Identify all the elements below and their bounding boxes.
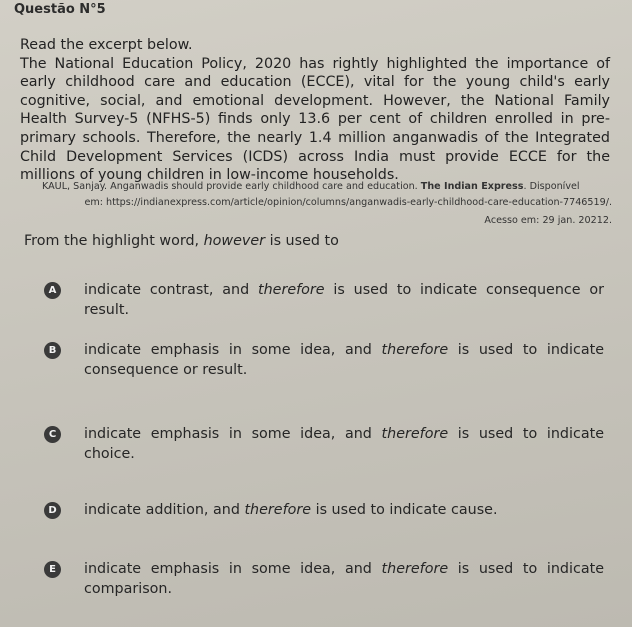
option-d-after: is used to indicate cause. <box>311 502 498 518</box>
citation-author-title: KAUL, Sanjay. Anganwadis should provide early childhood care and education. <box>42 181 421 192</box>
option-d-before: indicate addition, and <box>84 502 245 518</box>
citation-access-date: Acesso em: 29 jan. 20212. <box>484 215 612 226</box>
option-b-before: indicate emphasis in some idea, and <box>84 342 382 358</box>
citation-source: The Indian Express <box>420 181 524 192</box>
option-b-after: is used to indicate consequence or result. <box>84 342 605 378</box>
question-prefix: From the highlight word, <box>24 233 204 249</box>
option-e[interactable] <box>44 559 604 599</box>
option-c-after: is used to indicate choice. <box>84 426 605 462</box>
question-number: Questão N°5 <box>14 2 106 17</box>
option-e-before: indicate emphasis in some idea, and <box>84 561 382 577</box>
option-a[interactable] <box>44 280 604 320</box>
option-a-after: is used to indicate consequence or result. <box>84 282 604 318</box>
option-c[interactable] <box>44 424 604 464</box>
option-e-word: therefore <box>381 561 449 577</box>
excerpt-intro: Read the excerpt below. <box>20 37 193 53</box>
option-d-text[interactable] <box>84 500 604 520</box>
citation <box>42 179 612 229</box>
option-e-after: is used to indicate comparison. <box>84 561 605 597</box>
option-b-badge[interactable]: B <box>44 342 61 359</box>
option-a-text[interactable] <box>84 280 604 320</box>
option-d-word: therefore <box>244 502 312 518</box>
option-a-badge[interactable]: A <box>44 282 61 299</box>
citation-url: em: https://indianexpress.com/article/opinion/columns/anganwadis-early-childhood-care-education-7746519/. <box>84 197 612 208</box>
question-highlight-word: however <box>203 233 266 249</box>
option-c-word: therefore <box>381 426 449 442</box>
citation-line-1 <box>42 179 612 195</box>
question-suffix: is used to <box>265 233 339 249</box>
option-d-badge[interactable]: D <box>44 502 61 519</box>
option-e-text[interactable] <box>84 559 604 599</box>
option-c-before: indicate emphasis in some idea, and <box>84 426 382 442</box>
option-a-word: therefore <box>258 282 325 298</box>
option-a-before: indicate contrast, and <box>84 282 258 298</box>
option-d[interactable] <box>44 500 604 520</box>
citation-availability: . Disponível <box>523 181 580 192</box>
excerpt <box>20 36 610 185</box>
option-b[interactable] <box>44 340 604 380</box>
excerpt-body: The National Education Policy, 2020 has rightly highlighted the importance of early childhood care and education (ECCE), vital for the young child's early cognitive, social, and emotional development. However, the National Family Health Survey-5 (NFHS-5) finds only 13.6 per cent of children enrolled in pre-primary schools. Therefore, the nearly 1.4 million anganwadis of the Integrated Child Development Services (ICDS) across India must provide ECCE for the millions of young children in low-income households. <box>20 55 610 184</box>
option-c-text[interactable] <box>84 424 604 464</box>
question-prompt <box>24 233 339 249</box>
option-e-badge[interactable]: E <box>44 561 61 578</box>
option-c-badge[interactable]: C <box>44 426 61 443</box>
option-b-text[interactable] <box>84 340 604 380</box>
option-b-word: therefore <box>381 342 449 358</box>
